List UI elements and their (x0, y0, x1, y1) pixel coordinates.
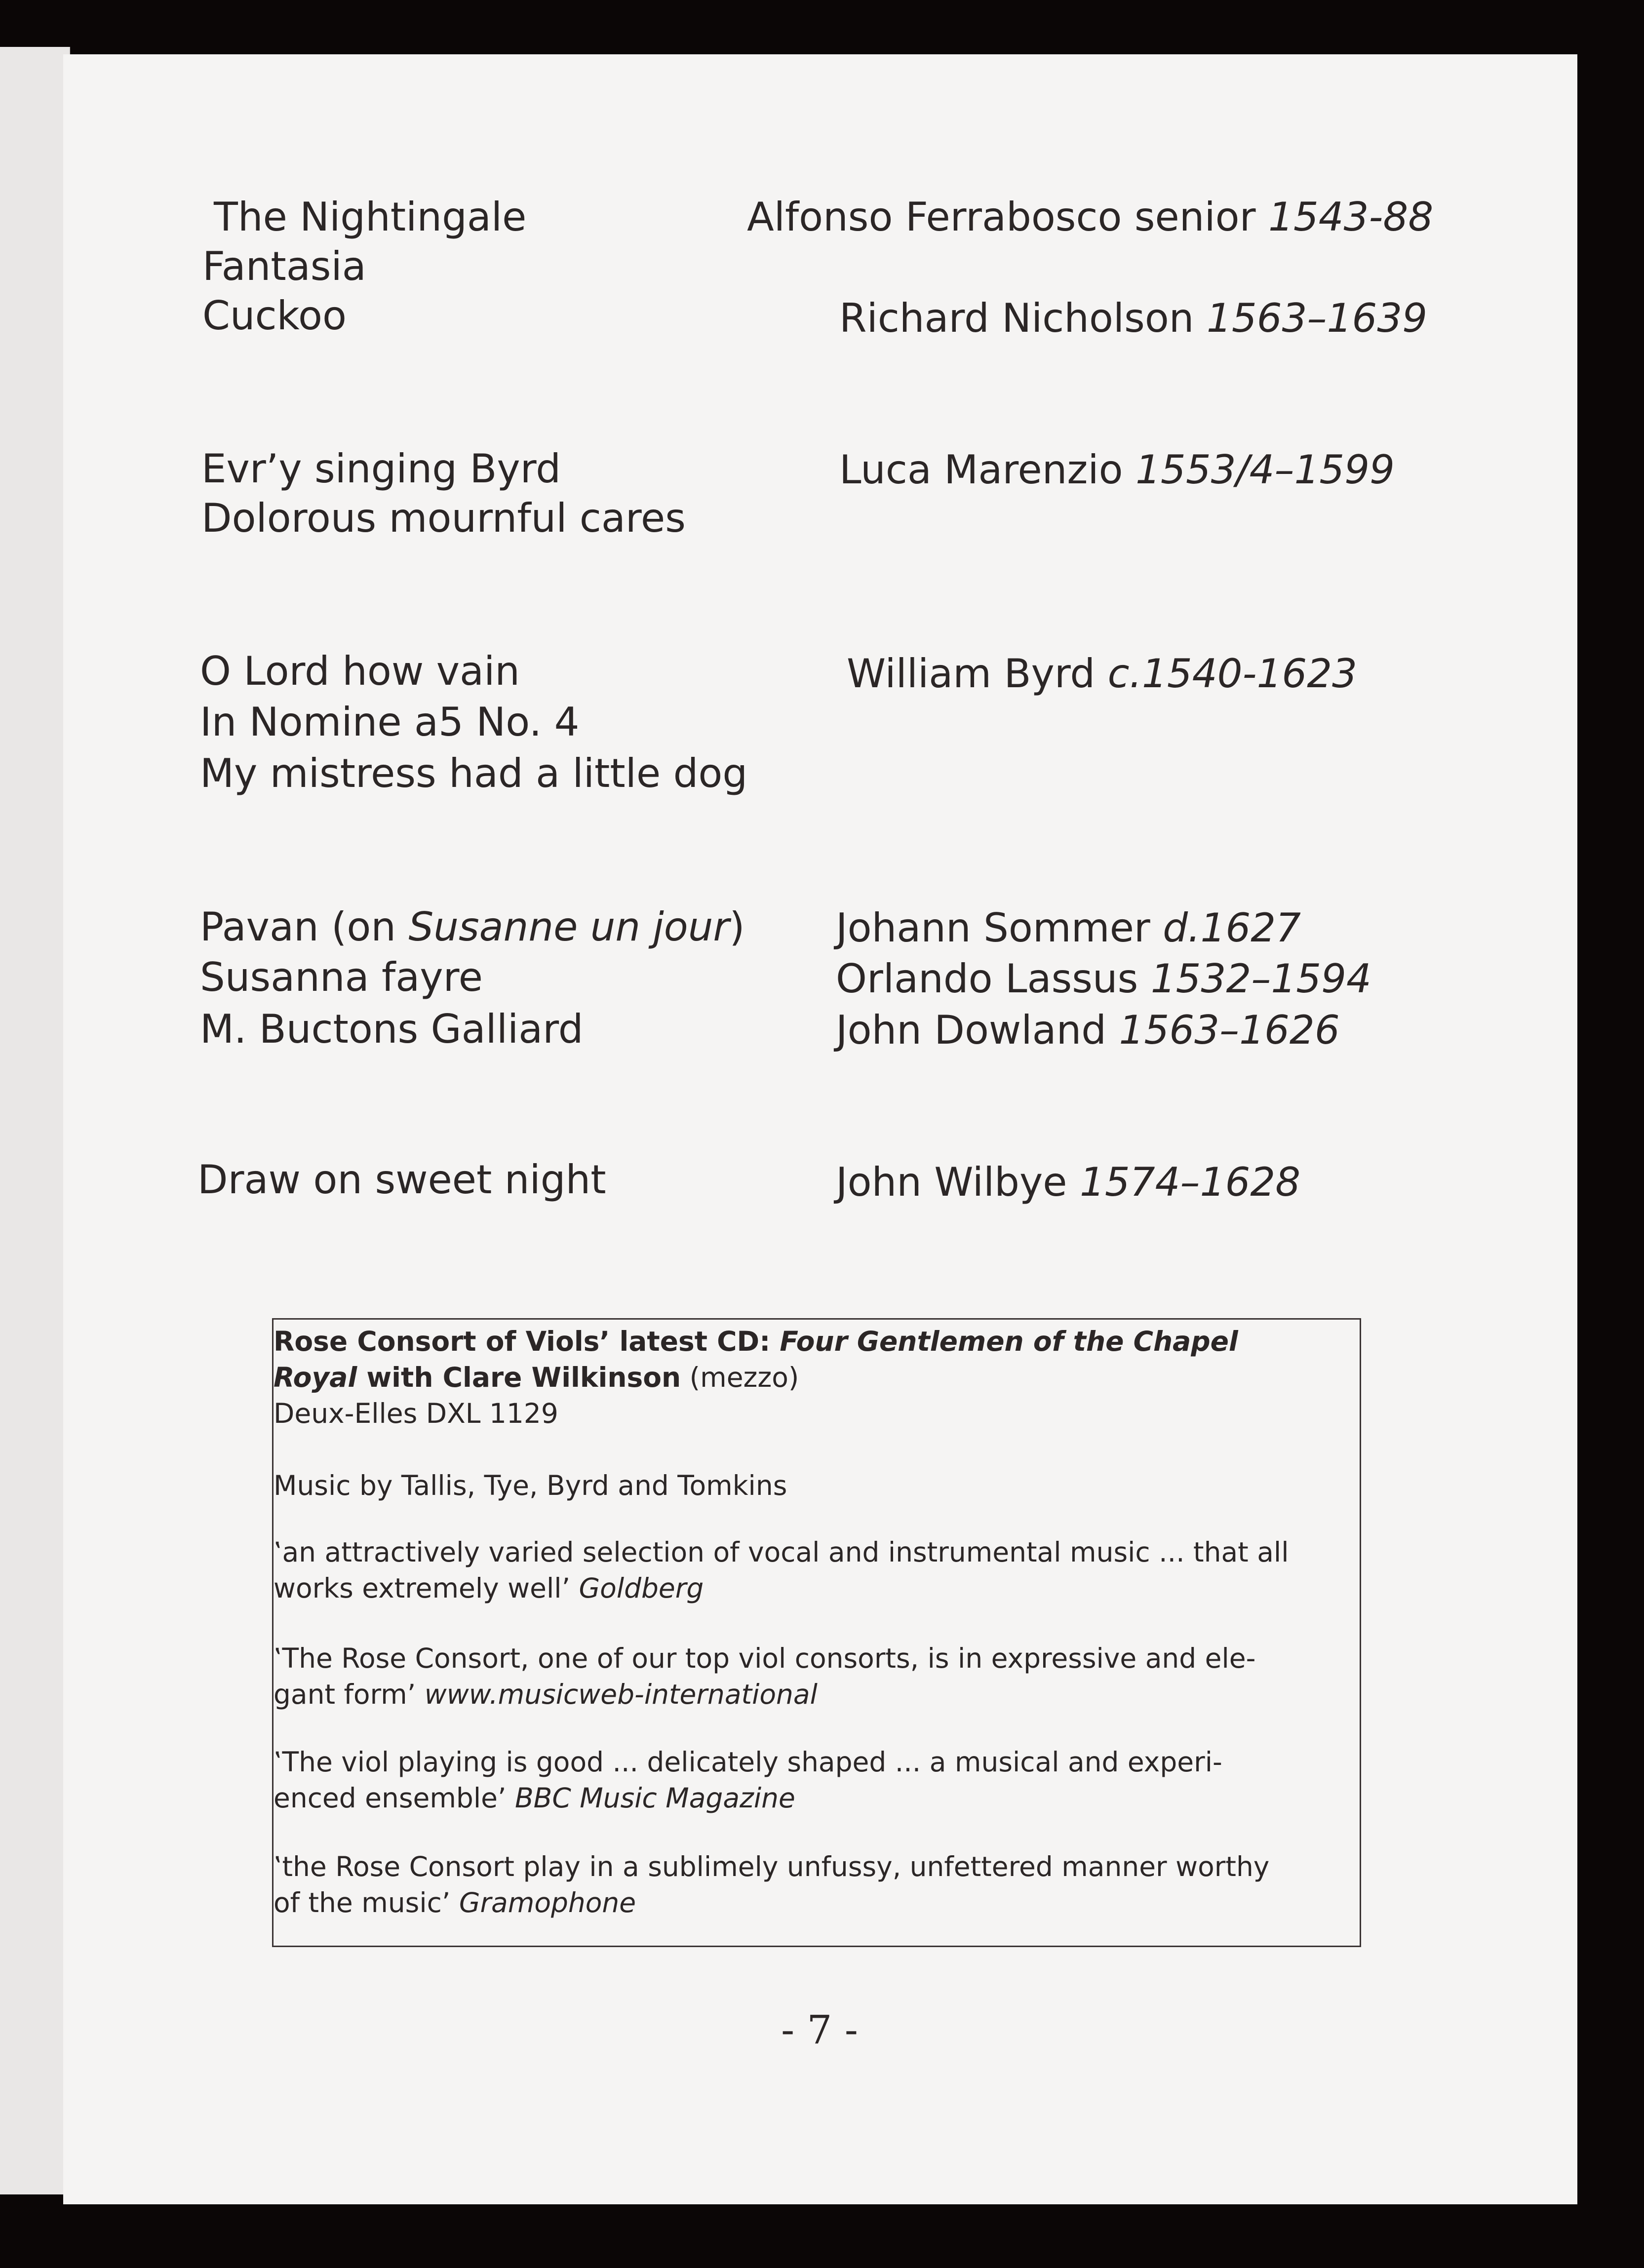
composer-dates: d.1627 (1163, 905, 1301, 951)
cd-title-lead: Rose Consort of Viols’ latest CD: (274, 1326, 780, 1357)
piece-title: My mistress had a little dog (200, 750, 748, 796)
composer-name: John Dowland (836, 1007, 1107, 1053)
piece-title-suffix: ) (729, 904, 745, 950)
composer-credit (836, 905, 1301, 951)
page-number: - 7 - (781, 2007, 858, 2053)
review-text: ‛the Rose Consort play in a sublimely unfussy, unfettered manner worthy (274, 1851, 1270, 1882)
cd-catalogue-number: Deux-Elles DXL 1129 (274, 1398, 558, 1430)
cd-announcement-box (272, 1318, 1361, 1947)
piece-title: Draw on sweet night (197, 1157, 606, 1203)
piece-title: O Lord how vain (200, 648, 520, 694)
booklet-cover-edge (0, 47, 70, 2194)
review-quote (274, 1534, 1350, 1606)
review-quote (274, 1641, 1350, 1713)
composer-dates: 1553/4–1599 (1135, 447, 1395, 493)
cd-performer: with Clare Wilkinson (357, 1362, 681, 1394)
piece-title: Evr’y singing Byrd (201, 446, 561, 492)
review-source: BBC Music Magazine (514, 1782, 795, 1814)
composer-dates: c.1540-1623 (1107, 651, 1358, 697)
review-text: ‛The Rose Consort, one of our top viol consorts, is in expressive and ele- (274, 1642, 1256, 1674)
review-text: ‛an attractively varied selection of vocal and instrumental music ... that all (274, 1536, 1289, 1568)
review-quote (274, 1849, 1350, 1921)
piece-title: Susanna fayre (200, 954, 483, 1000)
composer-name: John Wilbye (836, 1159, 1067, 1205)
composer-name: Luca Marenzio (839, 447, 1123, 493)
composer-credit (839, 295, 1428, 341)
piece-title: M. Buctons Galliard (200, 1006, 584, 1052)
composer-credit (836, 1007, 1340, 1053)
piece-title: In Nomine a5 No. 4 (200, 699, 580, 745)
cd-album-title-cont: Royal (274, 1362, 357, 1394)
composer-credit (836, 1159, 1301, 1205)
piece-title: Fantasia (202, 243, 366, 289)
composer-credit (839, 447, 1395, 493)
composer-credit (747, 194, 1434, 240)
piece-title (200, 904, 745, 950)
cd-voice-type: (mezzo) (681, 1362, 799, 1394)
composer-name: Johann Sommer (836, 905, 1150, 951)
cd-music-by: Music by Tallis, Tye, Byrd and Tomkins (274, 1470, 787, 1501)
composer-name: Richard Nicholson (839, 295, 1194, 341)
piece-title: The Nightingale (214, 194, 527, 240)
composer-dates: 1574–1628 (1079, 1159, 1301, 1205)
piece-title-prefix: Pavan (on (200, 904, 409, 950)
composer-credit (847, 651, 1358, 697)
cd-album-title: Four Gentlemen of the Chapel (780, 1326, 1238, 1357)
review-source: Gramophone (459, 1887, 636, 1919)
review-text: works extremely well’ (274, 1572, 579, 1604)
composer-name: Orlando Lassus (836, 956, 1138, 1002)
review-text: ‛The viol playing is good ... delicately shaped ... a musical and experi- (274, 1746, 1222, 1778)
review-text: enced ensemble’ (274, 1782, 515, 1814)
composer-dates: 1532–1594 (1150, 956, 1371, 1002)
composer-credit (836, 956, 1371, 1002)
review-quote (274, 1744, 1350, 1816)
review-source: www.musicweb-international (424, 1679, 818, 1711)
review-text: of the music’ (274, 1887, 459, 1919)
review-source: Goldberg (579, 1572, 704, 1604)
review-text: gant form’ (274, 1679, 425, 1711)
composer-name: William Byrd (847, 651, 1096, 697)
composer-dates: 1563–1626 (1119, 1007, 1340, 1053)
composer-dates: 1543-88 (1268, 194, 1434, 240)
composer-name: Alfonso Ferrabosco senior (747, 194, 1256, 240)
piece-title-italic: Susanne un jour (408, 904, 730, 950)
cd-title (274, 1324, 1350, 1432)
piece-title: Dolorous mournful cares (201, 495, 686, 541)
piece-title: Cuckoo (202, 293, 347, 339)
composer-dates: 1563–1639 (1206, 295, 1428, 341)
